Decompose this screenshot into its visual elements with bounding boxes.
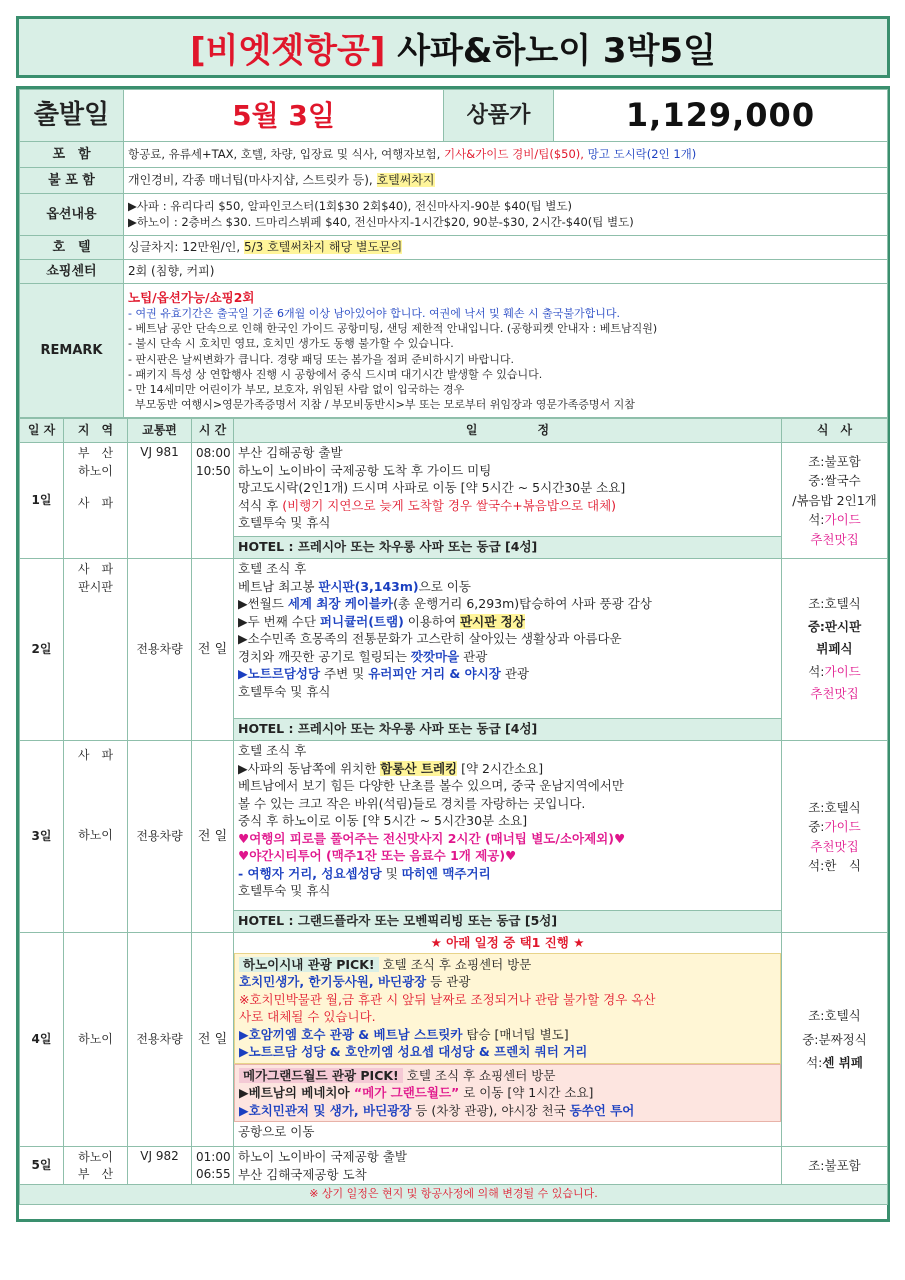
day5-schedule: 하노이 노이바이 국제공항 출발 부산 김해국제공항 도착 (234, 1147, 782, 1185)
day3-time: 전 일 (192, 741, 234, 933)
includes-label: 포 함 (20, 142, 124, 168)
title-product: 사파&하노이 3박5일 (397, 30, 716, 71)
day3-schedule: 호텔 조식 후 ▶사파의 동남쪽에 위치한 함롱산 트레킹 [약 2시간소요] 베트남에서 보기 힘든 다양한 난초를 볼수 있으며, 중국 운남지역에서만 볼 수 있는 크고 작은 바위(석림)들로 경치를 자랑하는 곳입니다. 중식 후 하노이로 이동 [약 5시간 ~ 5시간30분 소요] ♥여행의 피로를 풀어주는 전신맛사지 2시간 (매너팁 별도/소아제외)♥ ♥야간시티투어 (맥주1잔 또는 음료수 1개 제공)♥ - 여행자 거리, 성요셉성당 및 따히엔 맥주거리 호텔투숙 및 휴식 (234, 741, 782, 911)
excludes-label: 불 포 함 (20, 168, 124, 194)
day4-label: 4일 (20, 933, 64, 1147)
departure-value: 5월 3일 (124, 90, 444, 142)
day4-schedule: ★ 아래 일정 중 택1 진행 ★ 하노이시내 관광 PICK! 호텔 조식 후 쇼핑센터 방문 호치민생가, 한기둥사원, 바딘광장 등 관광 ※호치민박물관 월,금 휴관 시 앞뒤 날짜로 조정되거나 관람 불가할 경우 옥산 사로 대체될 수 있습니다. ▶호암끼엠 호수 관광 & 베트남 스트릿카 탑승 [매너팁 별도] ▶노트르담 성당 & 호안끼엠 성요셉 대성당 & 프렌치 쿼터 거리 메가그랜드월드 관광 PICK! 호텔 조식 후 쇼핑센터 방문 ▶베트남의 베네치아 “메가 그랜드월드” 로 이동 [약 1시간 소요] ▶호치민관저 및 생가, 바딘광장 등 (차창 관광), 야시장 천국 동쑤언 투어 공항으로 이동 (234, 933, 782, 1147)
col-transport: 교통편 (128, 419, 192, 443)
day4-time: 전 일 (192, 933, 234, 1147)
col-region: 지 역 (64, 419, 128, 443)
options-text: ▶사파 : 유리다리 $50, 알파인코스터(1회$30 2회$40), 전신마사지-90분 $40(팁 별도) ▶하노이 : 2층버스 $30. 드마리스뷔페 $40, 전신마사지-1시간$20, 90분-$30, 2시간-$40(팁 별도) (124, 194, 888, 236)
day2-schedule: 호텔 조식 후 베트남 최고봉 판시판(3,143m)으로 이동 ▶썬월드 세계 최장 케이블카(총 운행거리 6,293m)탑승하여 사파 풍광 감상 ▶두 번째 수단 퍼니큘러(트램) 이용하여 판시판 정상 ▶소수민족 흐몽족의 전통문화가 고스란히 살아있는 생활상과 아름다운 경치와 깨끗한 공기로 힐링되는 깟깟마을 관광 ▶노트르담성당 주변 및 유러피안 거리 & 야시장 관광 호텔투숙 및 휴식 (234, 559, 782, 719)
day4-region: 하노이 (64, 933, 128, 1147)
day1-transport: VJ 981 (128, 443, 192, 559)
remark-text: 노팁/옵션가능/쇼핑2회 - 여권 유효기간은 출국일 기준 6개월 이상 남아있어야 합니다. 여권에 낙서 및 훼손 시 출국불가합니다. - 베트남 공안 단속으로 인해 한국인 가이드 공항미팅, 샌딩 제한적 안내입니다. (공항피켓 안내자 : 베트남직원) - 불시 단속 시 호치민 영묘, 호치민 생가도 동행 불가할 수 있습니다. - 판시판은 날씨변화가 큽니다. 경량 패딩 또는 봄가을 점퍼 준비하시기 바랍니다. - 패키지 특성 상 연합행사 진행 시 공항에서 중식 드시며 대기시간 발생할 수 있습니다. - 만 14세미만 어린이가 부모, 보호자, 위임된 사람 없이 입국하는 경우 부모동반 여행시>영문가족증명서 지참 / 부모비동반시>부 또는 모로부터 위임장과 영문가족증명서 지참 (124, 284, 888, 418)
day5-transport: VJ 982 (128, 1147, 192, 1185)
hotel-label: 호 텔 (20, 236, 124, 260)
product-table (16, 86, 890, 1222)
day5-label: 5일 (20, 1147, 64, 1185)
day2-label: 2일 (20, 559, 64, 741)
title-banner (16, 16, 890, 78)
excludes-text: 개인경비, 각종 매너팁(마사지샵, 스트릿카 등), 호텔써차지 (124, 168, 888, 194)
includes-text: 항공료, 유류세+TAX, 호텔, 차량, 입장료 및 식사, 여행자보험, 기사&가이드 경비/팁($50), 망고 도시락(2인 1개) (124, 142, 888, 168)
day4-option-a: 하노이시내 관광 PICK! 호텔 조식 후 쇼핑센터 방문 호치민생가, 한기둥사원, 바딘광장 등 관광 ※호치민박물관 월,금 휴관 시 앞뒤 날짜로 조정되거나 관람 불가할 경우 옥산 사로 대체될 수 있습니다. ▶호암끼엠 호수 관광 & 베트남 스트릿카 탑승 [매너팁 별도] ▶노트르담 성당 & 호안끼엠 성요셉 대성당 & 프렌치 쿼터 거리 (234, 953, 781, 1064)
price-label: 상품가 (444, 90, 554, 142)
day2-hotel: HOTEL : 프레시아 또는 차우롱 사파 또는 동급 [4성] (234, 719, 782, 741)
day5-time: 01:00 06:55 (192, 1147, 234, 1185)
col-schedule: 일 정 (234, 419, 782, 443)
day4-meal: 조:호텔식 중:분짜정식 석:센 뷔페 (782, 933, 888, 1147)
hotel-text: 싱글차지: 12만원/인, 5/3 호텔써차지 해당 별도문의 (124, 236, 888, 260)
day4-transport: 전용차량 (128, 933, 192, 1147)
col-day: 일 자 (20, 419, 64, 443)
day1-time: 08:00 10:50 (192, 443, 234, 559)
options-label: 옵션내용 (20, 194, 124, 236)
day5-region: 하노이 부 산 (64, 1147, 128, 1185)
day5-meal: 조:불포함 (782, 1147, 888, 1185)
day2-meal: 조:호텔식 중:판시판 뷔페식 석:가이드 추천맛집 (782, 559, 888, 741)
title-airline: [비엣젯항공] (190, 30, 386, 71)
day3-hotel: HOTEL : 그랜드플라자 또는 모벤픽리빙 또는 동급 [5성] (234, 911, 782, 933)
day1-region: 부 산 하노이 사 파 (64, 443, 128, 559)
col-meal: 식 사 (782, 419, 888, 443)
price-value: 1,129,000 (554, 90, 888, 142)
col-time: 시 간 (192, 419, 234, 443)
day4-option-b: 메가그랜드월드 관광 PICK! 호텔 조식 후 쇼핑센터 방문 ▶베트남의 베네치아 “메가 그랜드월드” 로 이동 [약 1시간 소요] ▶호치민관저 및 생가, 바딘광장 등 (차창 관광), 야시장 천국 동쑤언 투어 (234, 1064, 781, 1123)
day1-meal: 조:불포함 중:쌀국수 /볶음밥 2인1개 석:가이드 추천맛집 (782, 443, 888, 559)
day3-transport: 전용차량 (128, 741, 192, 933)
day2-time: 전 일 (192, 559, 234, 741)
day1-schedule: 부산 김해공항 출발 하노이 노이바이 국제공항 도착 후 가이드 미팅 망고도시락(2인1개) 드시며 사파로 이동 [약 5시간 ~ 5시간30분 소요] 석식 후 (비행기 지연으로 늦게 도착할 경우 쌀국수+볶음밥으로 대체) 호텔투숙 및 휴식 (234, 443, 782, 537)
day2-region: 사 파 판시판 (64, 559, 128, 741)
shopping-label: 쇼핑센터 (20, 260, 124, 284)
day3-meal: 조:호텔식 중:가이드 추천맛집 석:한 식 (782, 741, 888, 933)
shopping-text: 2회 (침향, 커피) (124, 260, 888, 284)
footer-notice: ※ 상기 일정은 현지 및 항공사정에 의해 변경될 수 있습니다. (20, 1185, 888, 1205)
day1-hotel: HOTEL : 프레시아 또는 차우롱 사파 또는 동급 [4성] (234, 537, 782, 559)
departure-label: 출발일 (20, 90, 124, 142)
day1-label: 1일 (20, 443, 64, 559)
day3-label: 3일 (20, 741, 64, 933)
remark-label: REMARK (20, 284, 124, 418)
day3-region: 사 파 하노이 (64, 741, 128, 933)
day2-transport: 전용차량 (128, 559, 192, 741)
